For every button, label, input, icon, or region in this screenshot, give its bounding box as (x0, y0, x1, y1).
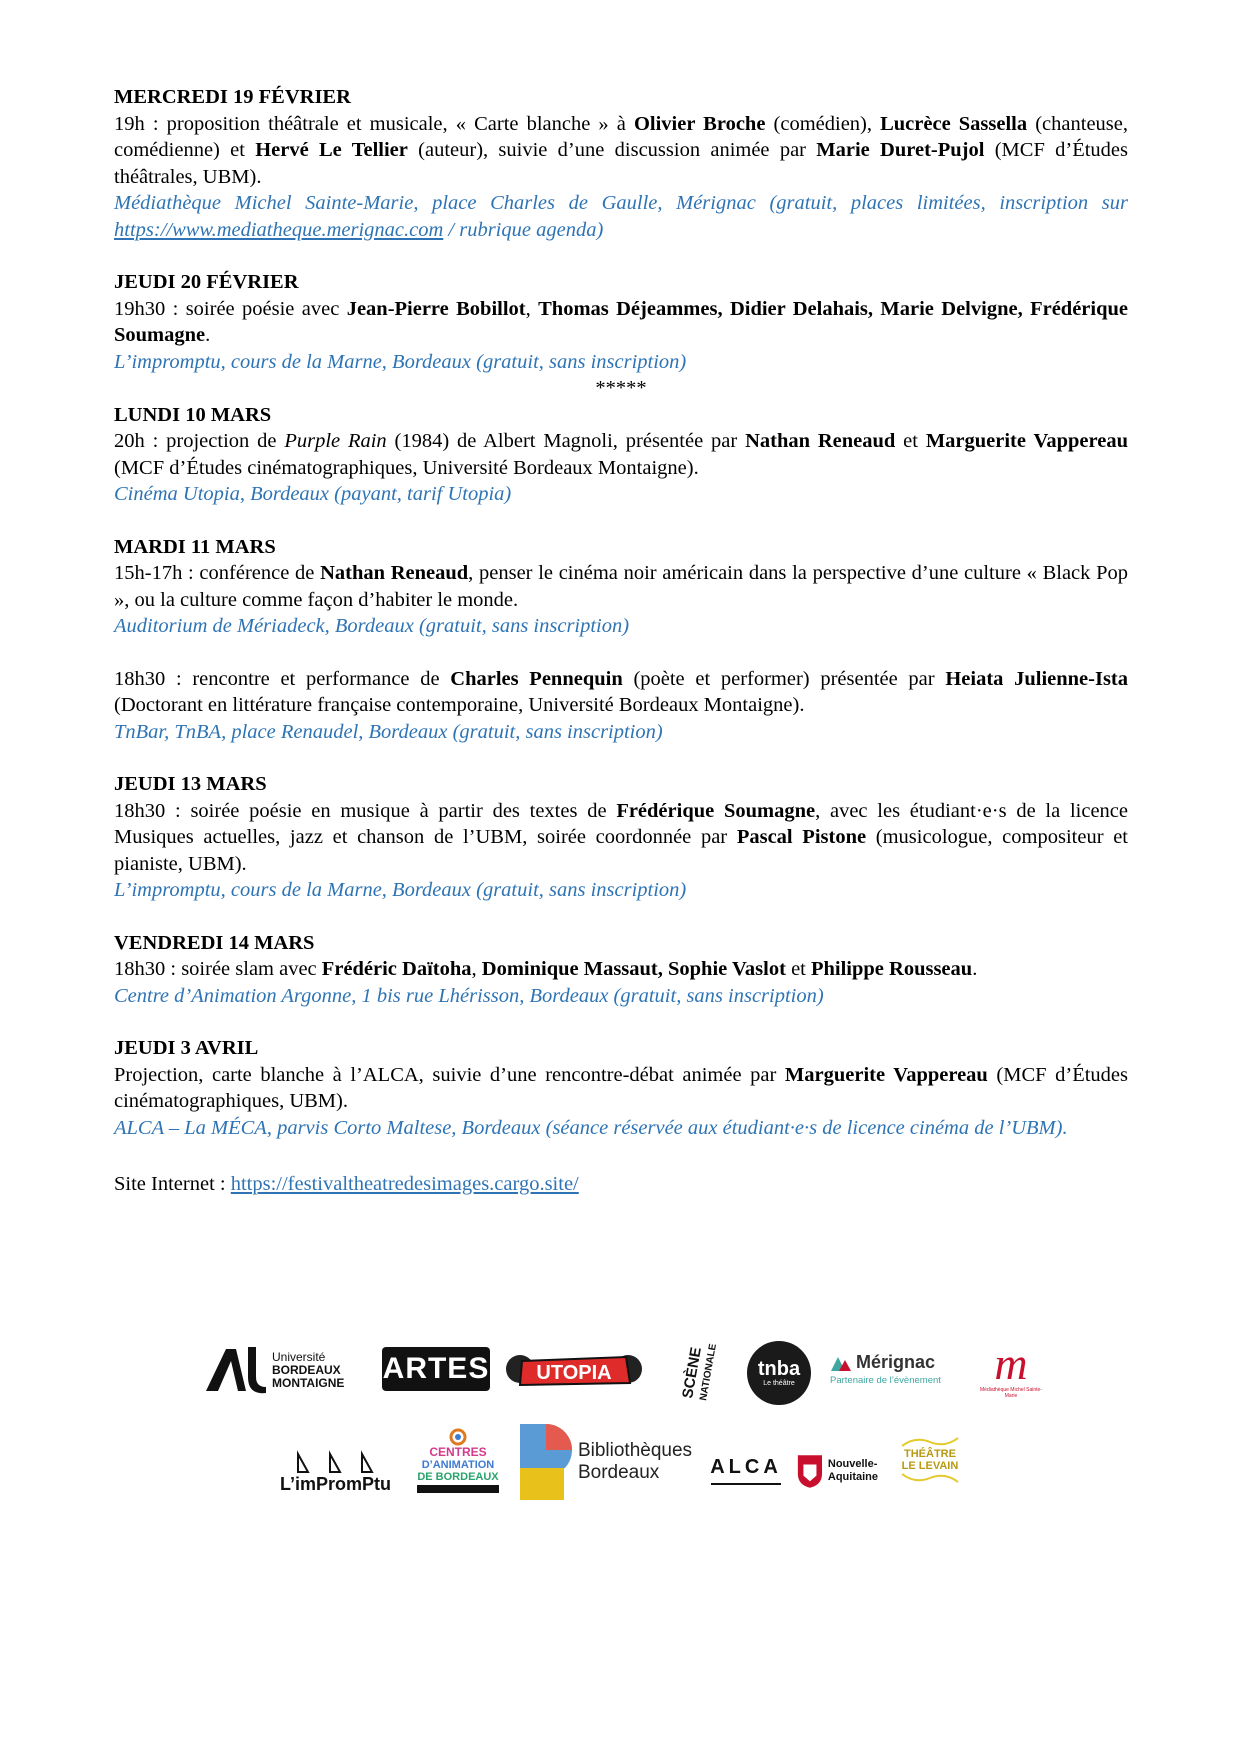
description-text: . (972, 958, 978, 980)
description-text: (MCF d’Études théâtrales, UBM). (114, 139, 1128, 188)
event-block (114, 269, 1128, 375)
levain-swirl-icon (900, 1436, 960, 1448)
utopia-text: UTOPIA (536, 1362, 612, 1384)
venue-text: TnBar, TnBA, place Renaudel, Bordeaux (gratuit, sans inscription) (114, 720, 663, 743)
person-name: Jean-Pierre Bobillot (346, 297, 526, 320)
description-text: et (895, 430, 926, 452)
event-description (114, 956, 1128, 983)
venue-text: Médiathèque Michel Sainte-Marie, place Charles de Gaulle, Mérignac (gratuit, places limitées, inscription sur (114, 192, 1128, 214)
description-text: , penser le cinéma noir américain dans la perspective d’une culture « Black Pop », ou la culture comme façon d’habiter le monde. (114, 562, 1128, 611)
levain-line1: THÉÂTRE (904, 1448, 956, 1460)
region-logo (796, 1450, 878, 1492)
person-name: Nathan Reneaud (745, 430, 896, 452)
site-label: Site Internet : (114, 1173, 231, 1195)
description-text: 19h30 : soirée poésie avec (114, 297, 347, 320)
ubm-mark-icon (204, 1341, 364, 1397)
person-name: Marie Duret-Pujol (816, 139, 985, 161)
scene-mark-icon (672, 1329, 722, 1409)
person-name: Hervé Le Tellier (255, 139, 408, 161)
bibliotheques-line2: Bordeaux (577, 1462, 660, 1483)
event-venue (114, 983, 1128, 1010)
bibliotheques-line1: Bibliothèques (577, 1440, 693, 1461)
person-name: Heiata Julienne-Ista (945, 667, 1128, 690)
impromptu-mark-icon (278, 1450, 396, 1494)
description-text: 18h30 : soirée poésie en musique à partir des textes de (114, 799, 617, 822)
event-description (114, 1062, 1128, 1115)
event-venue (114, 1115, 1128, 1142)
levain-swirl-bottom-icon (900, 1472, 960, 1484)
event-date: VENDREDI 14 MARS (114, 931, 315, 954)
person-name: Frédérique Soumagne (616, 799, 816, 822)
description-text: (chanteuse, comédienne) et (114, 112, 1128, 161)
centres-animation-logo (414, 1416, 502, 1504)
event-date: MARDI 11 MARS (114, 535, 276, 558)
description-text: 18h30 : soirée slam avec (114, 958, 322, 980)
event-date: JEUDI 3 AVRIL (114, 1037, 259, 1059)
ubm-line3: MONTAIGNE (272, 1376, 345, 1390)
utopia-mark-icon (502, 1339, 646, 1401)
venue-text: ALCA – La MÉCA, parvis Corto Maltese, Bordeaux (séance réservée aux étudiant·e·s de licence cinéma de l’UBM). (114, 1116, 1068, 1139)
centres-mark-icon (447, 1428, 469, 1446)
venue-text: Auditorium de Mériadeck, Bordeaux (gratuit, sans inscription) (114, 615, 630, 637)
event-date: JEUDI 20 FÉVRIER (114, 271, 299, 293)
person-name: Philippe Rousseau (810, 958, 973, 980)
scene-line2: NATIONALE (698, 1342, 719, 1402)
person-name: Frédéric Daïtoha (321, 958, 472, 980)
event-block (114, 930, 1128, 1010)
alca-logo (708, 1448, 784, 1492)
mediatheque-letter: m (994, 1338, 1028, 1389)
description-text: (poète et performer) présentée par (622, 667, 946, 690)
venue-text: Cinéma Utopia, Bordeaux (payant, tarif Utopia) (114, 483, 512, 505)
tnba-logo (747, 1341, 811, 1405)
description-text: , (525, 297, 539, 320)
event-venue (114, 877, 1128, 904)
description-text: (Doctorant en littérature française contemporaine, Université Bordeaux Montaigne). (114, 694, 805, 716)
description-text: 20h : projection de (114, 430, 285, 452)
venue-link[interactable]: https://www.mediatheque.merignac.com (114, 218, 444, 241)
merignac-mark-icon (830, 1354, 852, 1372)
person-name: Olivier Broche (633, 112, 766, 135)
venue-text: Centre d’Animation Argonne, 1 bis rue Lhérisson, Bordeaux (gratuit, sans inscription) (114, 984, 824, 1007)
event-description (114, 798, 1128, 878)
mediatheque-logo (980, 1339, 1042, 1401)
person-name: Lucrèce Sassella (880, 112, 1028, 135)
event-block (114, 84, 1128, 243)
event-block (114, 1035, 1128, 1141)
merignac-sub: Partenaire de l’évènement (830, 1375, 941, 1386)
tnba-text: tnba (757, 1357, 801, 1380)
description-text: , (471, 958, 482, 980)
person-name: Marguerite Vappereau (784, 1063, 988, 1086)
region-line1: Nouvelle- (827, 1458, 878, 1470)
description-text: (MCF d’Études cinématographiques, Université Bordeaux Montaigne). (114, 456, 699, 479)
person-name: Thomas Déjeammes, Didier Delahais, Marie Delvigne, Frédérique Soumagne (114, 297, 1128, 346)
partner-logos-row-2 (0, 1420, 1241, 1520)
programme (114, 84, 1128, 1198)
description-text: , avec les étudiant·e·s de la licence Musiques actuelles, jazz et chanson de l’UBM, soirée coordonnée par (114, 799, 1128, 848)
alca-rule (711, 1483, 781, 1485)
site-link[interactable]: https://festivaltheatredesimages.cargo.site/ (230, 1173, 579, 1195)
description-text: Projection, carte blanche à l’ALCA, suivie d’une rencontre-débat animée par (114, 1063, 785, 1086)
ubm-line1: Université (272, 1350, 326, 1364)
merignac-logo (830, 1347, 960, 1391)
impromptu-logo (278, 1450, 396, 1494)
event-venue (114, 349, 1128, 376)
section-separator: ***** (595, 377, 647, 399)
levain-logo (892, 1424, 968, 1496)
event-date: LUNDI 10 MARS (114, 403, 272, 426)
description-text: 19h : proposition théâtrale et musicale, « Carte blanche » à (114, 112, 634, 135)
centres-line3: DE BORDEAUX (417, 1470, 499, 1483)
description-text: (musicologue, compositeur et pianiste, UBM). (114, 826, 1128, 875)
event-block (114, 402, 1128, 508)
impromptu-text: L’imPromPtu (280, 1474, 392, 1494)
event-block (114, 534, 1128, 640)
ubm-logo (204, 1341, 364, 1397)
artes-text: ARTES (382, 1352, 490, 1385)
event-block (114, 771, 1128, 904)
event-venue (114, 613, 1128, 640)
event-description (114, 666, 1128, 719)
centres-line2: D’ANIMATION (421, 1458, 495, 1471)
event-description (114, 111, 1128, 191)
merignac-text: Mérignac (856, 1352, 936, 1372)
description-text: 15h-17h : conférence de (114, 562, 321, 584)
description-text: . (205, 324, 211, 346)
person-name: Charles Pennequin (450, 667, 623, 690)
description-text: et (785, 958, 811, 980)
centres-bar (417, 1485, 499, 1493)
venue-text: / rubrique agenda) (443, 218, 604, 241)
event-date: MERCREDI 19 FÉVRIER (114, 86, 351, 108)
person-name: Nathan Reneaud (320, 562, 469, 584)
levain-line2: LE LEVAIN (901, 1460, 959, 1472)
venue-text: L’impromptu, cours de la Marne, Bordeaux (gratuit, sans inscription) (114, 350, 687, 373)
region-line2: Aquitaine (827, 1471, 878, 1483)
artes-logo (382, 1347, 490, 1391)
centres-line1: CENTRES (429, 1444, 487, 1459)
person-name: Marguerite Vappereau (925, 430, 1129, 452)
event-venue (114, 481, 1128, 508)
alca-text: ALCA (710, 1455, 782, 1478)
description-text: (MCF d’Études cinématographiques, UBM). (114, 1063, 1128, 1112)
event-venue (114, 719, 1128, 746)
partner-logos-row-1 (0, 1335, 1241, 1425)
description-text: (auteur), suivie d’une discussion animée par (407, 139, 817, 161)
venue-text: L’impromptu, cours de la Marne, Bordeaux (gratuit, sans inscription) (114, 879, 687, 901)
ubm-line2: BORDEAUX (272, 1363, 341, 1377)
utopia-logo (502, 1339, 646, 1401)
bibliotheques-mark-icon (520, 1424, 572, 1500)
event-date: JEUDI 13 MARS (114, 773, 267, 795)
description-text: 18h30 : rencontre et performance de (114, 667, 451, 690)
person-name: Pascal Pistone (736, 826, 867, 848)
event-description (114, 560, 1128, 613)
event-venue (114, 190, 1128, 243)
scene-nationale-logo (672, 1329, 722, 1409)
events-list (114, 84, 1128, 1141)
event-description (114, 296, 1128, 349)
region-shield-icon (796, 1452, 824, 1490)
scene-line1: SCÈNE (679, 1345, 705, 1400)
event-block (114, 666, 1128, 746)
bibliotheques-logo (518, 1424, 694, 1500)
film-title: Purple Rain (284, 430, 387, 452)
tnba-sub: Le théâtre (763, 1379, 795, 1387)
description-text: (1984) de Albert Magnoli, présentée par (386, 430, 746, 452)
event-description (114, 428, 1128, 481)
site-line (114, 1171, 1128, 1198)
person-name: Dominique Massaut, Sophie Vaslot (481, 958, 786, 980)
description-text: (comédien), (765, 112, 881, 135)
mediatheque-sub: Médiathèque Michel Sainte-Marie (980, 1387, 1042, 1399)
